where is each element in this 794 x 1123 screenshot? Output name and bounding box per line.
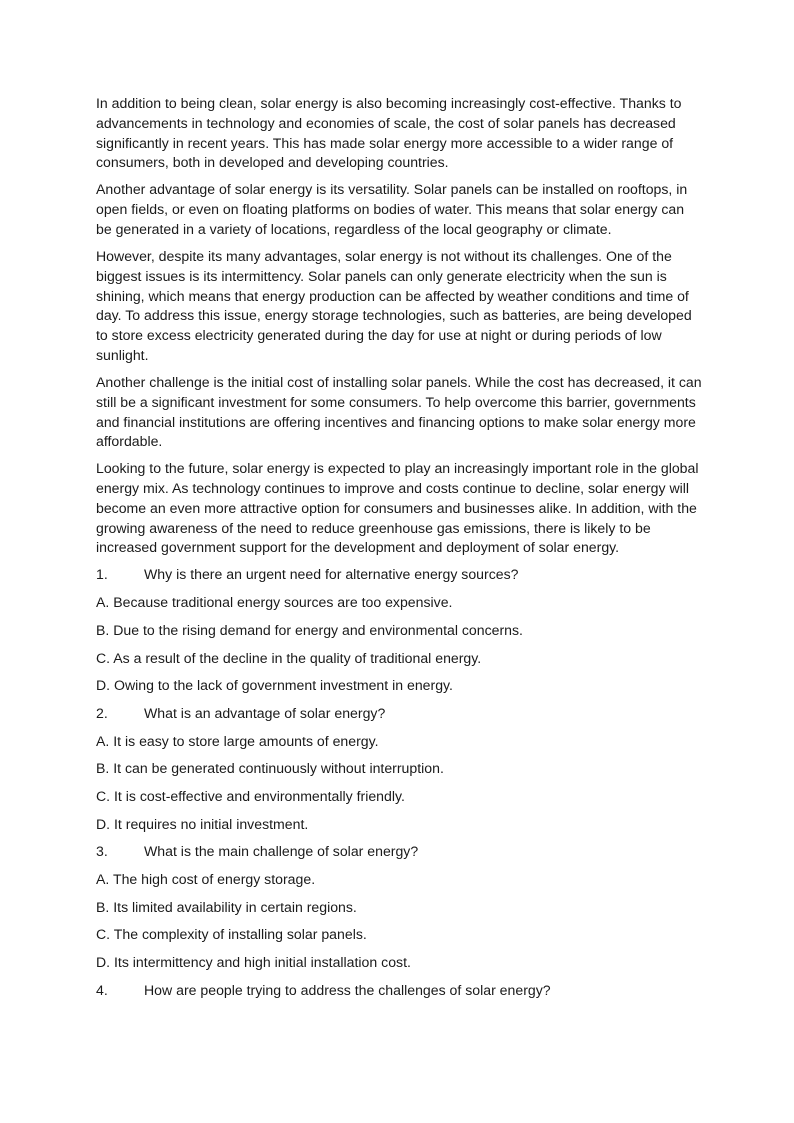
option-c: C. It is cost-effective and environmentally friendly. (96, 787, 405, 804)
question-stem (96, 565, 702, 585)
question-3 (96, 842, 702, 973)
option-d: D. Its intermittency and high initial installation cost. (96, 954, 411, 971)
option-b: B. Its limited availability in certain regions. (96, 898, 357, 915)
question-stem (96, 704, 702, 724)
option-a: A. Because traditional energy sources are too expensive. (96, 594, 453, 611)
paragraph-challenges: However, despite its many advantages, solar energy is not without its challenges. One of the biggest issues is its intermittency. Solar panels can only generate electricity when the sun is shining, which means that energy production can be affected by weather conditions and time of day. To address this issue, energy storage technologies, such as batteries, are being developed to store excess electricity generated during the day for use at night or during periods of low sunlight. (96, 247, 692, 363)
option-c: C. The complexity of installing solar panels. (96, 926, 367, 943)
question-text: What is an advantage of solar energy? (144, 704, 386, 721)
question-stem (96, 842, 702, 862)
option-a: A. The high cost of energy storage. (96, 871, 316, 888)
paragraph-future: Looking to the future, solar energy is expected to play an increasingly important role in the global energy mix. As technology continues to improve and costs continue to decline, solar energy will become an even more attractive option for consumers and businesses alike. In addition, with the growing awareness of the need to reduce greenhouse gas emissions, there is likely to be increased government support for the development and deployment of solar energy. (96, 460, 699, 556)
question-number: 3. (96, 843, 108, 860)
question-number: 4. (96, 981, 108, 998)
option-b: B. It can be generated continuously without interruption. (96, 760, 444, 777)
question-text: What is the main challenge of solar energy? (144, 843, 419, 860)
question-1 (96, 565, 702, 696)
paragraph-versatility: Another advantage of solar energy is its versatility. Solar panels can be installed on rooftops, in open fields, or even on floating platforms on bodies of water. This means that solar energy can be generated in a variety of locations, regardless of the local geography or climate. (96, 181, 688, 237)
option-d: D. It requires no initial investment. (96, 815, 309, 832)
question-number: 1. (96, 566, 108, 583)
option-a: A. It is easy to store large amounts of energy. (96, 732, 379, 749)
option-d: D. Owing to the lack of government investment in energy. (96, 677, 453, 694)
question-4 (96, 981, 702, 1001)
question-text: How are people trying to address the challenges of solar energy? (144, 981, 551, 998)
question-stem (96, 981, 702, 1001)
paragraph-initial-cost: Another challenge is the initial cost of installing solar panels. While the cost has decreased, it can still be a significant investment for some consumers. To help overcome this barrier, governments and financial institutions are offering incentives and financing options to make solar energy more affordable. (96, 373, 702, 450)
question-number: 2. (96, 704, 108, 721)
question-2 (96, 704, 702, 835)
question-text: Why is there an urgent need for alternative energy sources? (144, 566, 519, 583)
option-b: B. Due to the rising demand for energy and environmental concerns. (96, 621, 523, 638)
document-page (96, 94, 702, 1008)
paragraph-cost-effective: In addition to being clean, solar energy is also becoming increasingly cost-effective. Thanks to advancements in technology and economies of scale, the cost of solar panels has decreased significantly in recent years. This has made solar energy more accessible to a wider range of consumers, both in developed and developing countries. (96, 95, 682, 171)
option-c: C. As a result of the decline in the quality of traditional energy. (96, 649, 482, 666)
